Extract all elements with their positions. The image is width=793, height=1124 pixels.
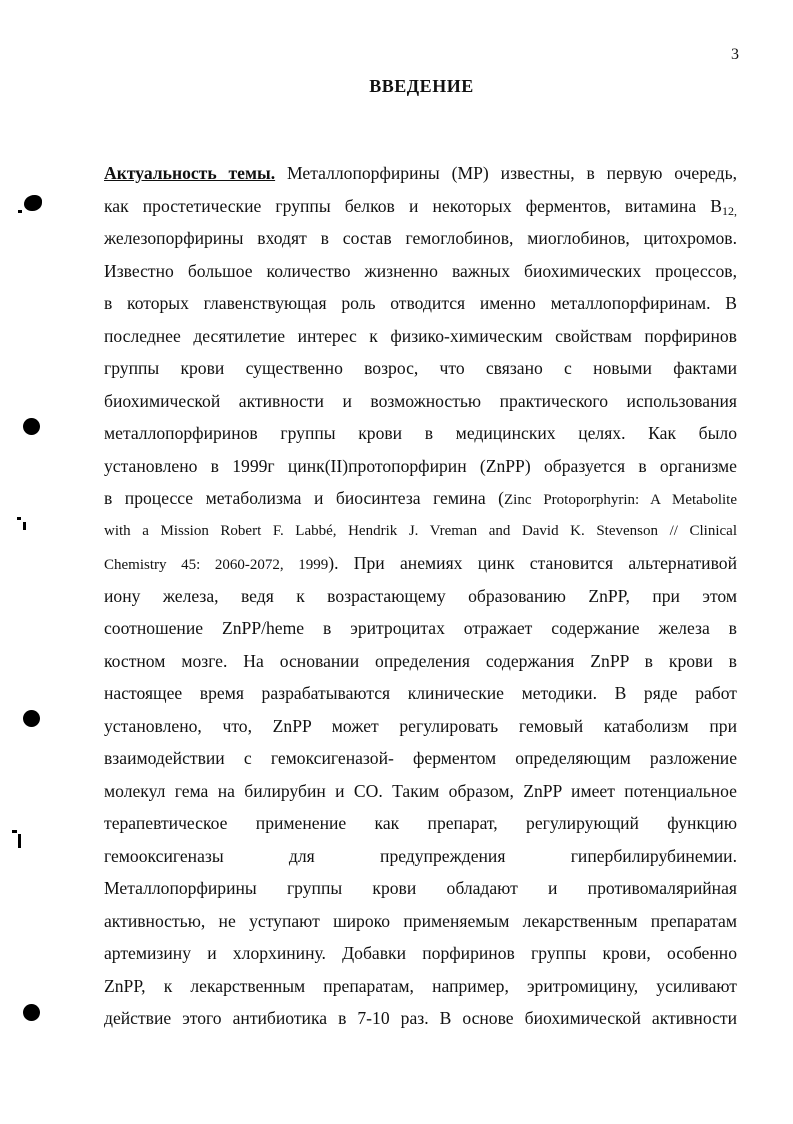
text-line: последнее десятилетие интерес к физико-химическим свойствам порфиринов	[104, 325, 737, 346]
scan-speck	[23, 522, 26, 530]
section-heading: Актуальность темы.	[104, 163, 276, 183]
scan-speck	[18, 834, 21, 848]
text-line: терапевтическое применение как препарат, регулирующий функцию	[104, 813, 737, 833]
text-line: железопорфирины входят в состав гемоглобинов, миоглобинов, цитохромов.	[104, 228, 737, 248]
page-title: ВВЕДЕНИЕ	[369, 76, 474, 96]
text-line: взаимодействии с гемоксигеназой- ферментом определяющим разложение	[104, 748, 737, 768]
hole-punch-mark	[23, 710, 40, 727]
text-line: активностью, не уступают широко применяемым лекарственным препаратам	[104, 910, 737, 931]
text-line: настоящее время разрабатываются клинические методики. В ряде работ	[104, 683, 737, 703]
text-line: металлопорфиринов группы крови в медицинских целях. Как было	[104, 423, 737, 443]
text-line-2: как простетические группы белков и некоторых ферментов, витамина $B_{12,}$	[104, 195, 737, 218]
text-line: Известно большое количество жизненно важных биохимических процессов,	[104, 260, 737, 281]
page-number: 3	[731, 46, 739, 63]
scan-speck	[18, 210, 22, 213]
citation: Zinc Protoporphyrin: A Metabolite	[504, 492, 737, 508]
citation: Chemistry 45: 2060-2072, 1999	[104, 557, 329, 573]
text-line: биохимической активности и возможностью практического использования	[104, 390, 737, 411]
scan-speck	[17, 517, 21, 520]
text-line-13: Chemistry 45: 2060-2072, 1999). При анемиях цинк становится альтернативой	[104, 553, 737, 573]
text-line: костном мозге. На основании определения содержания ZnPP в крови в	[104, 650, 737, 671]
text-line: соотношение ZnPP/heme в эритроцитах отражает содержание железа в	[104, 618, 737, 638]
text-line: установлено, что, ZnPP может регулировать гемовый катаболизм при	[104, 715, 737, 736]
text-line: Металлопорфирины группы крови обладают и противомалярийная	[104, 878, 737, 898]
subscript: 12,	[722, 203, 737, 218]
text-line: молекул гема на билирубин и СО. Таким образом, ZnPP имеет потенциальное	[104, 780, 737, 801]
hole-punch-mark	[23, 418, 40, 435]
citation-line: with a Mission Robert F. Labbé, Hendrik J. Vreman and David K. Stevenson // Clinical	[104, 522, 737, 539]
body-paragraph	[104, 157, 737, 1035]
scan-speck	[12, 830, 17, 833]
hole-punch-mark	[24, 195, 42, 211]
text-line: группы крови существенно возрос, что связано с новыми фактами	[104, 358, 737, 378]
text-line: ZnPP, к лекарственным препаратам, например, эритромицину, усиливают	[104, 975, 737, 996]
text-line-1: Актуальность темы. Металлопорфирины (МР) известны, в первую очередь,	[104, 163, 737, 183]
text-line: действие этого антибиотика в 7-10 раз. В основе биохимической активности	[104, 1008, 737, 1028]
text-line: артемизину и хлорхинину. Добавки порфиринов группы крови, особенно	[104, 943, 737, 963]
text-line: в которых главенствующая роль отводится именно металлопорфиринам. В	[104, 293, 737, 313]
text-line: иону железа, ведя к возрастающему образованию ZnPP, при этом	[104, 585, 737, 606]
text-line: установлено в 1999г цинк(II)протопорфирин (ZnPP) образуется в организме	[104, 455, 737, 476]
text-line: гемооксигеназы для предупреждения гипербилирубинемии.	[104, 845, 737, 866]
hole-punch-mark	[23, 1004, 40, 1021]
text-line-11: в процессе метаболизма и биосинтеза гемина (Zinc Protoporphyrin: A Metabolite	[104, 488, 737, 508]
